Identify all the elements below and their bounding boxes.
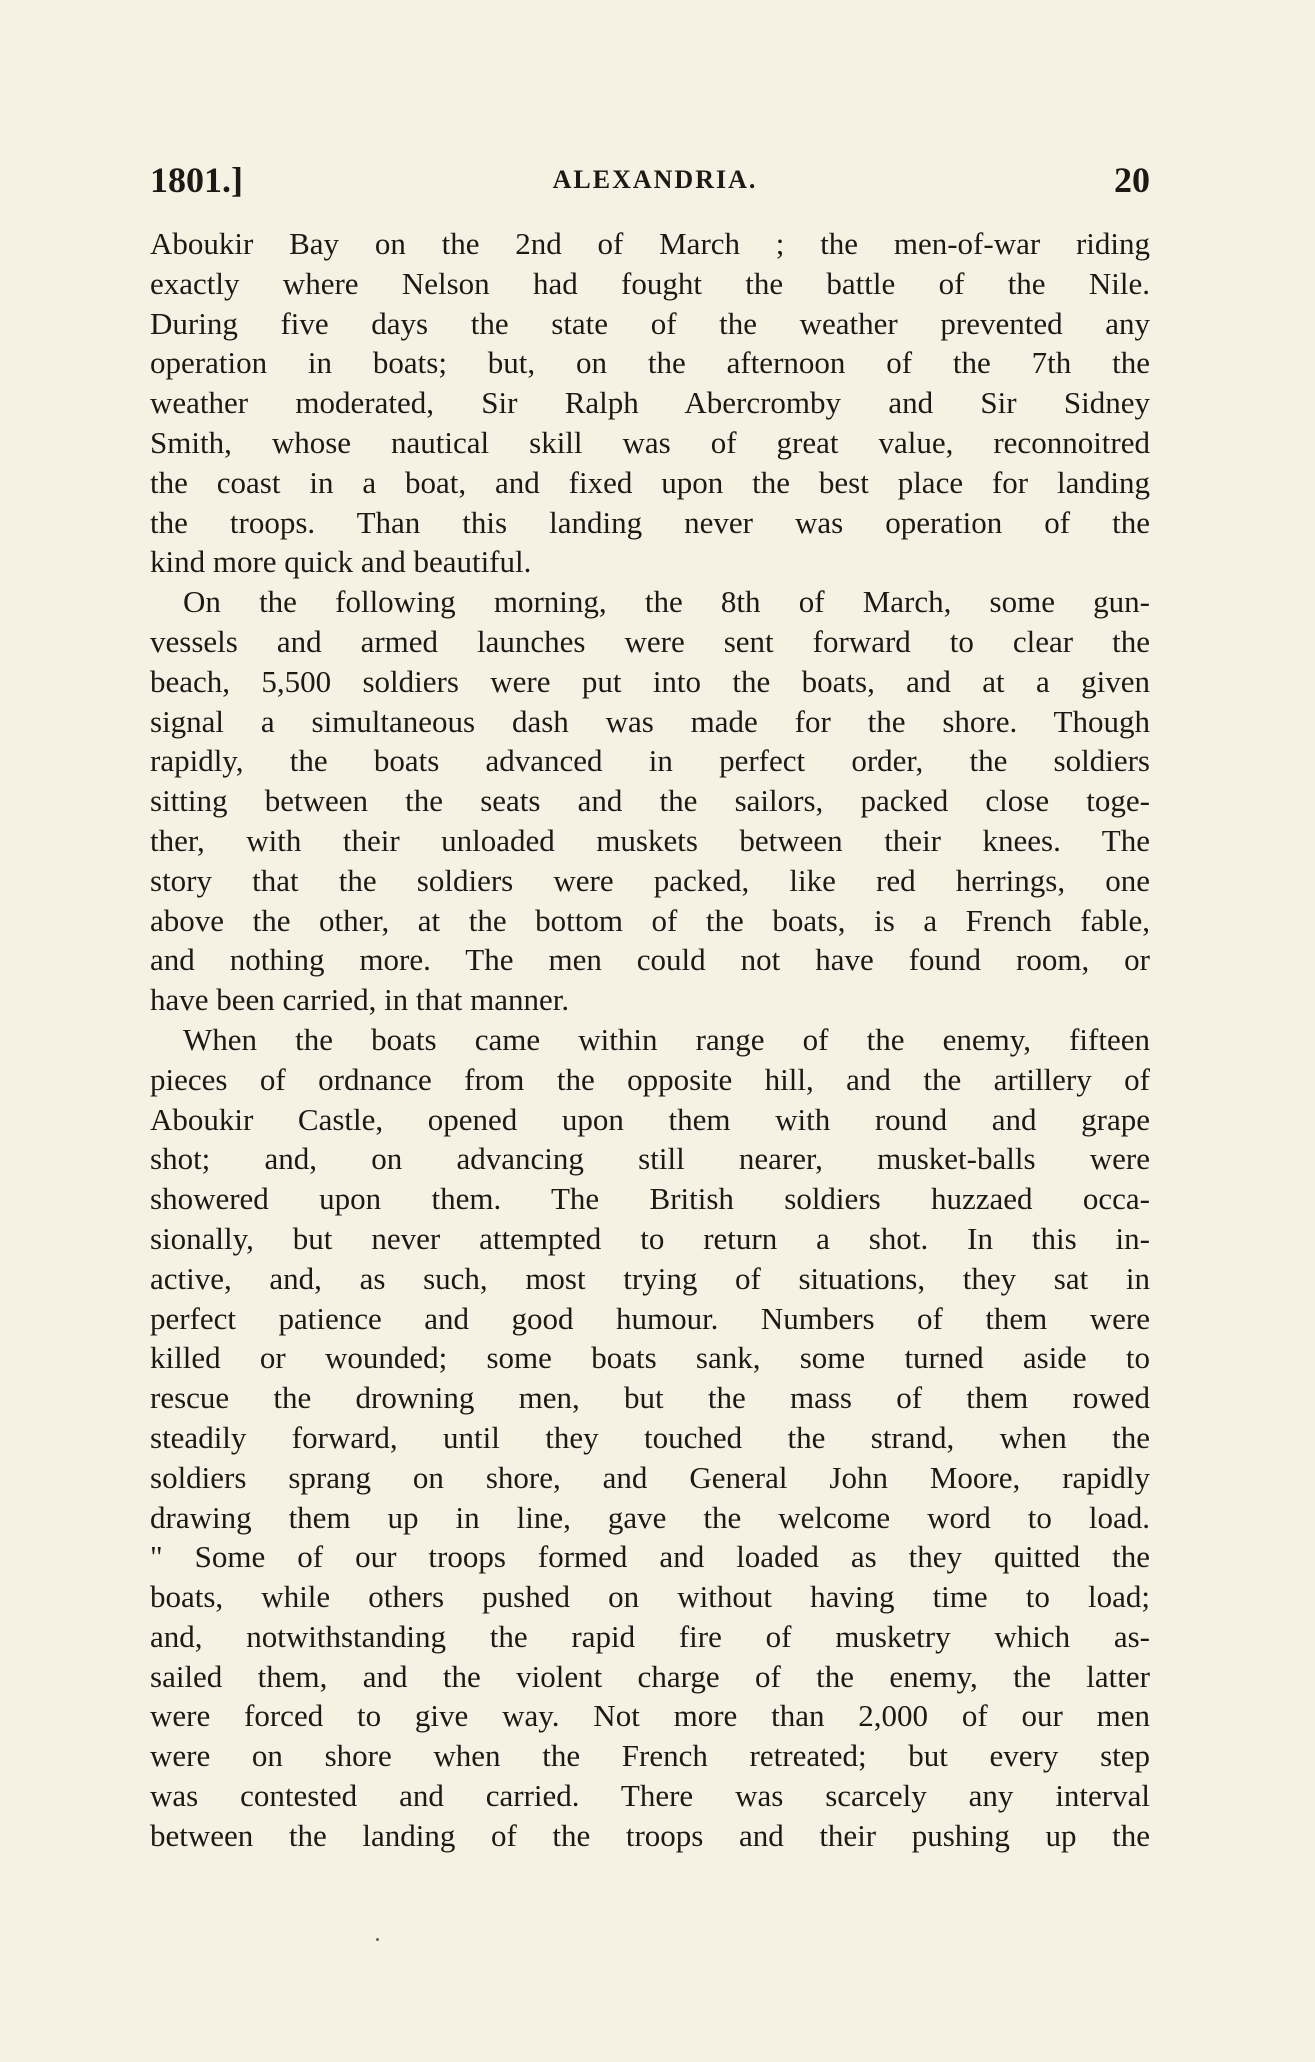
text-line: operation in boats; but, on the afternoon of the 7th the — [150, 345, 1150, 381]
ink-speck — [376, 1938, 379, 1941]
text-line: killed or wounded; some boats sank, some turned aside to — [150, 1340, 1150, 1376]
paragraph-start-line: When the boats came within range of the enemy, fifteen — [183, 1021, 1150, 1057]
text-line: " Some of our troops formed and loaded as they quitted the — [150, 1539, 1150, 1575]
text-line: and, notwithstanding the rapid fire of musketry which as- — [150, 1618, 1150, 1654]
text-line: between the landing of the troops and their pushing up the — [150, 1817, 1150, 1853]
text-line: Aboukir Castle, opened upon them with round and grape — [150, 1101, 1150, 1137]
text-line: perfect patience and good humour. Numbers of them were — [150, 1300, 1150, 1336]
text-line: rescue the drowning men, but the mass of them rowed — [150, 1380, 1150, 1416]
text-line: was contested and carried. There was scarcely any interval — [150, 1778, 1150, 1814]
text-line: steadily forward, until they touched the strand, when the — [150, 1419, 1150, 1455]
paragraph-end-line: kind more quick and beautiful. — [150, 544, 532, 580]
text-line: signal a simultaneous dash was made for the shore. Though — [150, 703, 1150, 739]
running-head-year: 1801.] — [150, 160, 243, 200]
text-line: beach, 5,500 soldiers were put into the boats, and at a given — [150, 663, 1150, 699]
text-line: Aboukir Bay on the 2nd of March ; the men-of-war riding — [150, 226, 1150, 261]
text-line: were on shore when the French retreated; but every step — [150, 1738, 1150, 1774]
text-line: sitting between the seats and the sailors, packed close toge- — [150, 783, 1150, 819]
text-line: active, and, as such, most trying of situations, they sat in — [150, 1260, 1150, 1296]
text-line: exactly where Nelson had fought the battle of the Nile. — [150, 265, 1150, 301]
text-line: pieces of ordnance from the opposite hill, and the artillery of — [150, 1061, 1150, 1097]
text-line: story that the soldiers were packed, like red herrings, one — [150, 862, 1150, 898]
page-number: 20 — [1114, 160, 1150, 200]
text-line: shot; and, on advancing still nearer, musket-balls were — [150, 1141, 1150, 1177]
body-text — [150, 224, 1150, 1856]
running-head-title: ALEXANDRIA. — [552, 165, 758, 194]
text-line: and nothing more. The men could not have found room, or — [150, 942, 1150, 978]
text-line: soldiers sprang on shore, and General John Moore, rapidly — [150, 1459, 1150, 1495]
text-line: vessels and armed launches were sent forward to clear the — [150, 623, 1150, 659]
text-line: showered upon them. The British soldiers huzzaed occa- — [150, 1181, 1150, 1217]
text-line: weather moderated, Sir Ralph Abercromby and Sir Sidney — [150, 385, 1150, 421]
text-line: sailed them, and the violent charge of the enemy, the latter — [150, 1658, 1150, 1694]
text-line: boats, while others pushed on without having time to load; — [150, 1579, 1150, 1615]
text-line: the troops. Than this landing never was operation of the — [150, 504, 1150, 540]
text-line: During five days the state of the weather prevented any — [150, 305, 1150, 341]
running-head — [150, 150, 1160, 210]
text-line: ther, with their unloaded muskets between their knees. The — [150, 822, 1150, 858]
text-line: Smith, whose nautical skill was of great value, reconnoitred — [150, 424, 1150, 460]
text-line: rapidly, the boats advanced in perfect order, the soldiers — [150, 743, 1150, 779]
text-line: drawing them up in line, gave the welcome word to load. — [150, 1499, 1150, 1535]
text-line: sionally, but never attempted to return a shot. In this in- — [150, 1220, 1150, 1256]
text-line: were forced to give way. Not more than 2,000 of our men — [150, 1698, 1150, 1734]
paragraph-end-line: have been carried, in that manner. — [150, 982, 570, 1018]
text-line: the coast in a boat, and fixed upon the best place for landing — [150, 464, 1150, 500]
paragraph-start-line: On the following morning, the 8th of March, some gun- — [183, 584, 1150, 620]
text-line: above the other, at the bottom of the boats, is a French fable, — [150, 902, 1150, 938]
